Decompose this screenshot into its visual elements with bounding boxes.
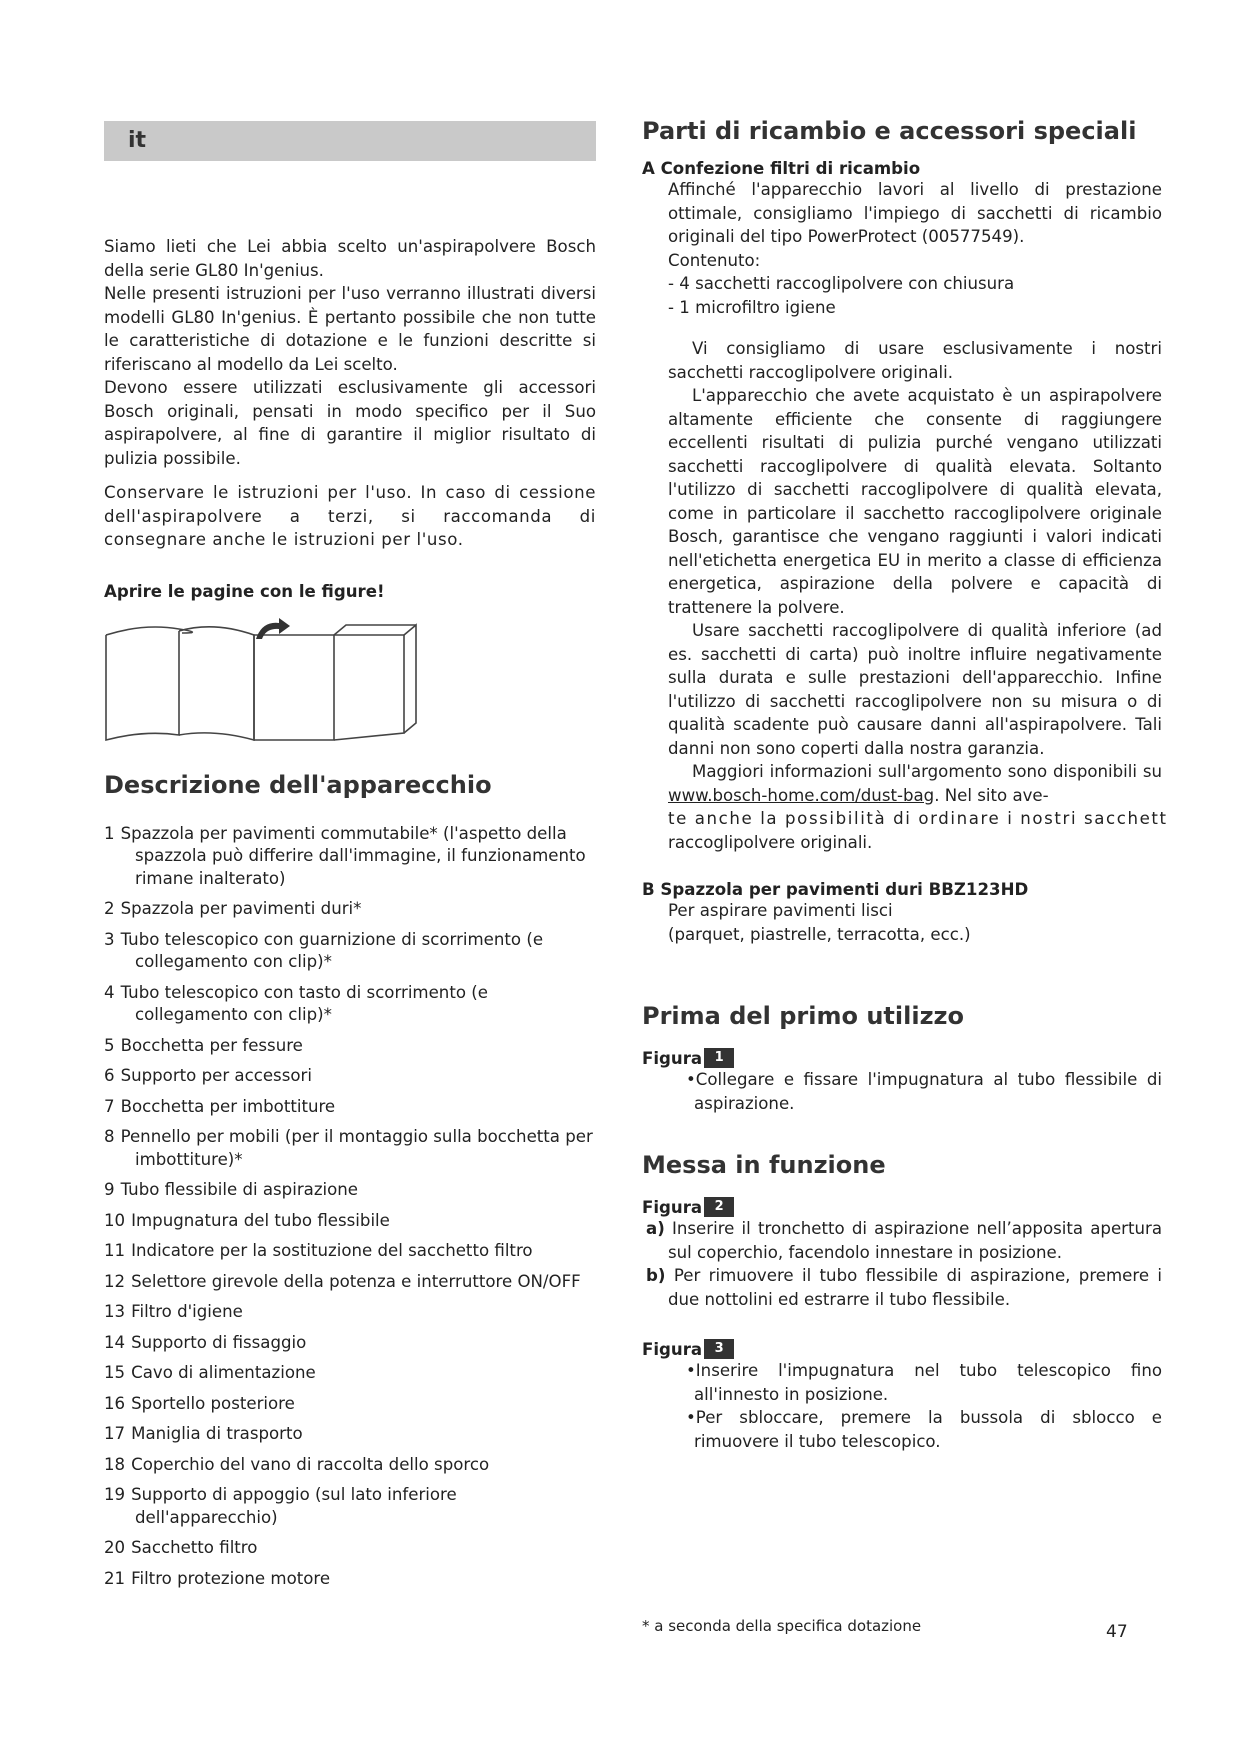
turn-page-arrow-icon xyxy=(256,618,290,639)
figure-number-box: 1 xyxy=(704,1048,734,1068)
filter-pack-heading: A Confezione filtri di ricambio xyxy=(642,159,921,178)
hard-floor-line-1: Per aspirare pavimenti lisci xyxy=(668,901,893,920)
contents-item-bags: - 4 sacchetti raccoglipolvere con chiusura xyxy=(668,274,1015,293)
parts-list xyxy=(104,823,596,1591)
list-item: 11 Indicatore per la sostituzione del sacchetto filtro xyxy=(104,1241,533,1260)
list-item: 13 Filtro d'igiene xyxy=(104,1302,243,1321)
list-item: 20 Sacchetto filtro xyxy=(104,1538,258,1557)
order-paragraph: te anche la possibilità di ordinare i nostri sacchett xyxy=(668,809,1168,828)
contents-label: Contenuto: xyxy=(668,250,761,270)
list-item: 8 Pennello per mobili (per il montaggio sulla bocchetta per imbottiture)* xyxy=(104,1127,593,1169)
hard-floor-brush-heading: B Spazzola per pavimenti duri BBZ123HD xyxy=(642,880,1029,899)
first-use-title: Prima del primo utilizzo xyxy=(642,1002,965,1030)
warning-paragraph: Usare sacchetti raccoglipolvere di qualità inferiore (ad es. sacchetti di carta) può inoltre influire negativamente sulla durata e sulle prestazioni dell'apparecchio. Infine l'utilizzo di sacchetti raccoglipolvere non su misura o di qualità scadente può causare danni all'aspirapolvere. Tali danni non sono coperti dalla nostra garanzia. xyxy=(668,621,1162,758)
figure-number-box: 3 xyxy=(704,1339,734,1359)
list-item: 4 Tubo telescopico con tasto di scorrimento (e collegamento con clip)* xyxy=(104,982,488,1024)
info-paragraph: Maggiori informazioni sull'argomento sono disponibili su www.bosch-home.com/dust-bag. Nel sito ave- xyxy=(668,762,1162,805)
open-pages-note: Aprire le pagine con le figure! xyxy=(104,581,385,601)
list-item: 14 Supporto di fissaggio xyxy=(104,1332,307,1352)
page-number: 47 xyxy=(1106,1622,1128,1642)
footnote: * a seconda della specifica dotazione xyxy=(642,1617,922,1635)
unlock-bullet: •Per sbloccare, premere la bussola di sblocco e rimuovere il tubo telescopico. xyxy=(686,1408,1162,1451)
keep-instructions-note: Conservare le istruzioni per l'uso. In caso di cessione dell'aspirapolvere a terzi, si raccomanda di consegnare anche le istruzioni per l'uso. xyxy=(104,483,596,549)
operation-title: Messa in funzione xyxy=(642,1151,886,1179)
list-item: 12 Selettore girevole della potenza e interruttore ON/OFF xyxy=(104,1271,581,1291)
open-book-illustration xyxy=(104,615,424,747)
efficiency-paragraph: L'apparecchio che avete acquistato è un aspirapolvere altamente efficiente che consente di raggiungere eccellenti risultati di pulizia purché vengano utilizzati sacchetti raccoglipolvere di qualità elevata. Soltanto l'utilizzo di sacchetti raccoglipolvere di qualità elevata, come in particolare il sacchetto raccoglipolvere originale Bosch, garantisce che vengano raggiunti i valori indicati nell'etichetta energetica EU in merito a classe di efficienza energetica, aspirazione della polvere e capacità di trattenere la polvere. xyxy=(668,386,1162,617)
list-item: 5 Bocchetta per fessure xyxy=(104,1035,303,1055)
step-a: a) Inserire il tronchetto di aspirazione nell’apposita apertura sul coperchio, facendolo innestare in posizione. xyxy=(646,1219,1162,1262)
list-item: 18 Coperchio del vano di raccolta dello sporco xyxy=(104,1454,490,1474)
language-bar: it xyxy=(104,121,596,161)
list-item: 9 Tubo flessibile di aspirazione xyxy=(104,1180,359,1199)
list-item: 6 Supporto per accessori xyxy=(104,1066,312,1085)
filter-pack-intro: Affinché l'apparecchio lavori al livello di prestazione ottimale, consigliamo l'impiego di sacchetti di ricambio originali del tipo PowerProtect (00577549). xyxy=(668,180,1162,246)
list-item: 3 Tubo telescopico con guarnizione di scorrimento (e collegamento con clip)* xyxy=(104,929,544,971)
figure-number-box: 2 xyxy=(704,1197,734,1217)
list-item: 1 Spazzola per pavimenti commutabile* (l'aspetto della spazzola può differire dall'immagine, il funzionamento rimane inalterato) xyxy=(104,823,586,888)
list-item: 17 Maniglia di trasporto xyxy=(104,1424,303,1443)
left-column xyxy=(104,121,596,1598)
list-item: 10 Impugnatura del tubo flessibile xyxy=(104,1210,390,1230)
description-title: Descrizione dell'apparecchio xyxy=(104,770,492,799)
intro-paragraph-2: Nelle presenti istruzioni per l'uso verranno illustrati diversi modelli GL80 In'genius. È pertanto possibile che non tutte le caratteristiche di dotazione e le funzioni descritte si riferiscano al modello da Lei scelto. xyxy=(104,284,596,374)
hard-floor-line-2: (parquet, piastrelle, terracotta, ecc.) xyxy=(668,924,971,944)
list-item: 21 Filtro protezione motore xyxy=(104,1568,331,1588)
recommendation-paragraph: Vi consigliamo di usare esclusivamente i nostri sacchetti raccoglipolvere originali. xyxy=(668,339,1162,382)
list-item: 16 Sportello posteriore xyxy=(104,1393,295,1413)
intro-section xyxy=(104,235,596,552)
right-column xyxy=(642,117,1168,1453)
figure-2-steps xyxy=(642,1217,1162,1311)
intro-paragraph-3: Devono essere utilizzati esclusivamente gli accessori Bosch originali, pensati in modo specifico per il Suo aspirapolvere, al fine di garantire il miglior risultato di pulizia possibile. xyxy=(104,378,596,468)
figure-3-label: Figura 3 xyxy=(642,1339,1162,1359)
figure-1-label: Figura 1 xyxy=(642,1048,1162,1068)
list-item: 15 Cavo di alimentazione xyxy=(104,1363,316,1382)
intro-paragraph-1: Siamo lieti che Lei abbia scelto un'aspirapolvere Bosch della serie GL80 In'genius. xyxy=(104,237,596,280)
first-use-bullet: •Collegare e fissare l'impugnatura al tubo flessibile di aspirazione. xyxy=(686,1070,1162,1113)
order-paragraph-end: raccoglipolvere originali. xyxy=(668,832,873,852)
list-item: 19 Supporto di appoggio (sul lato inferiore dell'apparecchio) xyxy=(104,1485,457,1527)
filter-pack-section xyxy=(642,178,1168,854)
list-item: 7 Bocchetta per imbottiture xyxy=(104,1096,336,1116)
insert-handle-bullet: •Inserire l'impugnatura nel tubo telescopico fino all'innesto in posizione. xyxy=(686,1361,1162,1404)
figure-2-label: Figura 2 xyxy=(642,1197,1162,1217)
contents-item-filter: - 1 microfiltro igiene xyxy=(668,297,836,317)
step-b: b) Per rimuovere il tubo flessibile di aspirazione, premere i due nottolini ed estrarre il tubo flessibile. xyxy=(646,1266,1162,1309)
spare-parts-title: Parti di ricambio e accessori speciali xyxy=(642,117,1137,145)
hard-floor-brush-section xyxy=(642,899,1162,946)
bosch-dust-bag-link[interactable]: www.bosch-home.com/dust-bag xyxy=(668,785,935,805)
list-item: 2 Spazzola per pavimenti duri* xyxy=(104,899,362,918)
figure-3-steps xyxy=(642,1359,1162,1453)
first-use-steps xyxy=(642,1068,1162,1115)
